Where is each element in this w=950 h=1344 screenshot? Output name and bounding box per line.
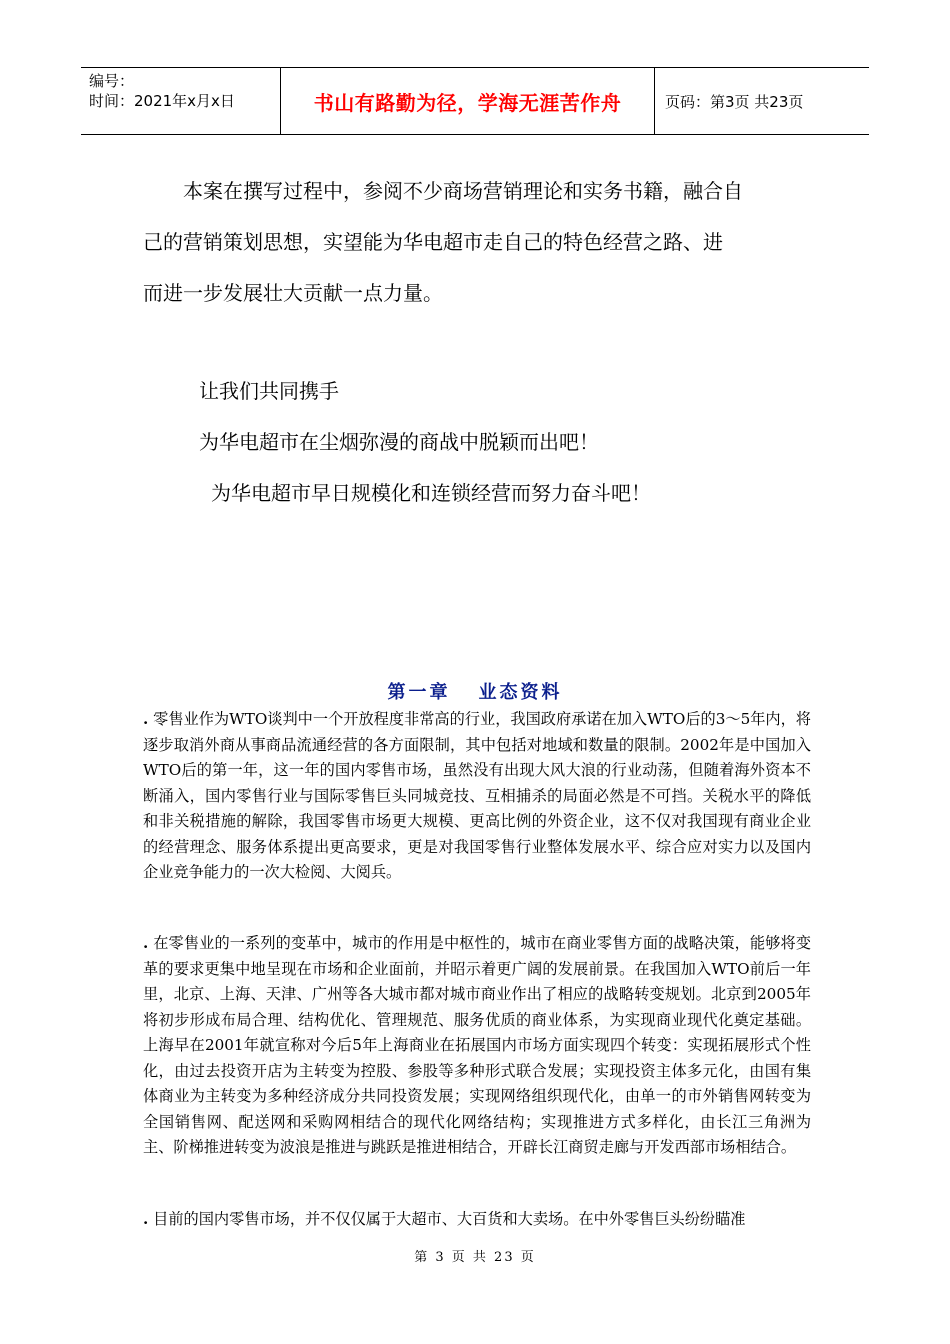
body-paragraph-3 bbox=[143, 1207, 811, 1233]
paragraph-bullet: . bbox=[143, 710, 149, 728]
document-number-label: 编号： bbox=[89, 72, 135, 90]
paragraph-bullet: . bbox=[143, 934, 149, 952]
intro-paragraph bbox=[143, 166, 823, 319]
body-paragraph-2 bbox=[143, 931, 811, 1161]
paragraph-text: 在零售业的一系列的变革中，城市的作用是中枢性的，城市在商业零售方面的战略决策，能够将变革的要求更集中地呈现在市场和企业面前，并昭示着更广阔的发展前景。在我国加入WTO前后一年里，北京、上海、天津、广州等各大城市都对城市商业作出了相应的战略转变规划。北京到2005年将初步形成布局合理、结构优化、管理规范、服务优质的商业体系，为实现商业现代化奠定基础。上海早在2001年就宣称对今后5年上海商业在拓展国内市场方面实现四个转变：实现拓展形式个性化，由过去投资开店为主转变为控股、参股等多种形式联合发展；实现投资主体多元化，由国有集体商业为主转变为多种经济成分共同投资发展；实现网络组织现代化，由单一的市外销售网转变为全国销售网、配送网和采购网相结合的现代化网络结构；实现推进方式多样化，由长江三角洲为主、阶梯推进转变为波浪是推进与跳跃是推进相结合，开辟长江商贸走廊与开发西部市场相结合。 bbox=[143, 934, 812, 1156]
paragraph-bullet: . bbox=[143, 1210, 149, 1228]
chapter-number: 第一章 bbox=[387, 682, 451, 703]
chapter-title: 业态资料 bbox=[478, 682, 563, 703]
paragraph-text: 目前的国内零售市场，并不仅仅属于大超市、大百货和大卖场。在中外零售巨头纷纷瞄准 bbox=[153, 1210, 746, 1228]
paragraph-text: 零售业作为WTO谈判中一个开放程度非常高的行业，我国政府承诺在加入WTO后的3～5年内，将逐步取消外商从事商品流通经营的各方面限制，其中包括对地域和数量的限制。2002年是中国加入WTO后的第一年，这一年的国内零售市场，虽然没有出现大风大浪的行业动荡，但随着海外资本不断涌入，国内零售行业与国际零售巨头同城竞技、互相捕杀的局面必然是不可挡。关税水平的降低和非关税措施的解除，我国零售市场更大规模、更高比例的外资企业，这不仅对我国现有商业企业的经营理念、服务体系提出更高要求，更是对我国零售行业整体发展水平、综合应对实力以及国内企业竞争能力的一次大检阅、大阅兵。 bbox=[143, 710, 811, 881]
header-motto: 书山有路勤为径，学海无涯苦作舟 bbox=[313, 90, 622, 115]
page-footer: 第 3 页 共 23 页 bbox=[414, 1250, 536, 1265]
page-header bbox=[81, 67, 869, 135]
header-motto-cell bbox=[281, 68, 655, 134]
intro-line: 而进一步发展壮大贡献一点力量。 bbox=[143, 281, 443, 305]
slogan-line: 为华电超市早日规模化和连锁经营而努力奋斗吧！ bbox=[211, 481, 651, 505]
header-meta bbox=[81, 68, 281, 134]
body-paragraph-1 bbox=[143, 707, 811, 886]
chapter-heading bbox=[0, 678, 950, 704]
intro-line: 己的营销策划思想，实望能为华电超市走自己的特色经营之路、进 bbox=[143, 230, 723, 254]
slogan-line: 让我们共同携手 bbox=[199, 379, 339, 403]
slogan-line: 为华电超市在尘烟弥漫的商战中脱颖而出吧！ bbox=[199, 430, 599, 454]
slogan-block bbox=[199, 366, 651, 519]
intro-line: 本案在撰写过程中，参阅不少商场营销理论和实务书籍，融合自 bbox=[183, 179, 743, 203]
document-time-label: 时间：2021年x月x日 bbox=[89, 92, 235, 110]
header-page-info: 页码：第3页 共23页 bbox=[665, 92, 804, 111]
